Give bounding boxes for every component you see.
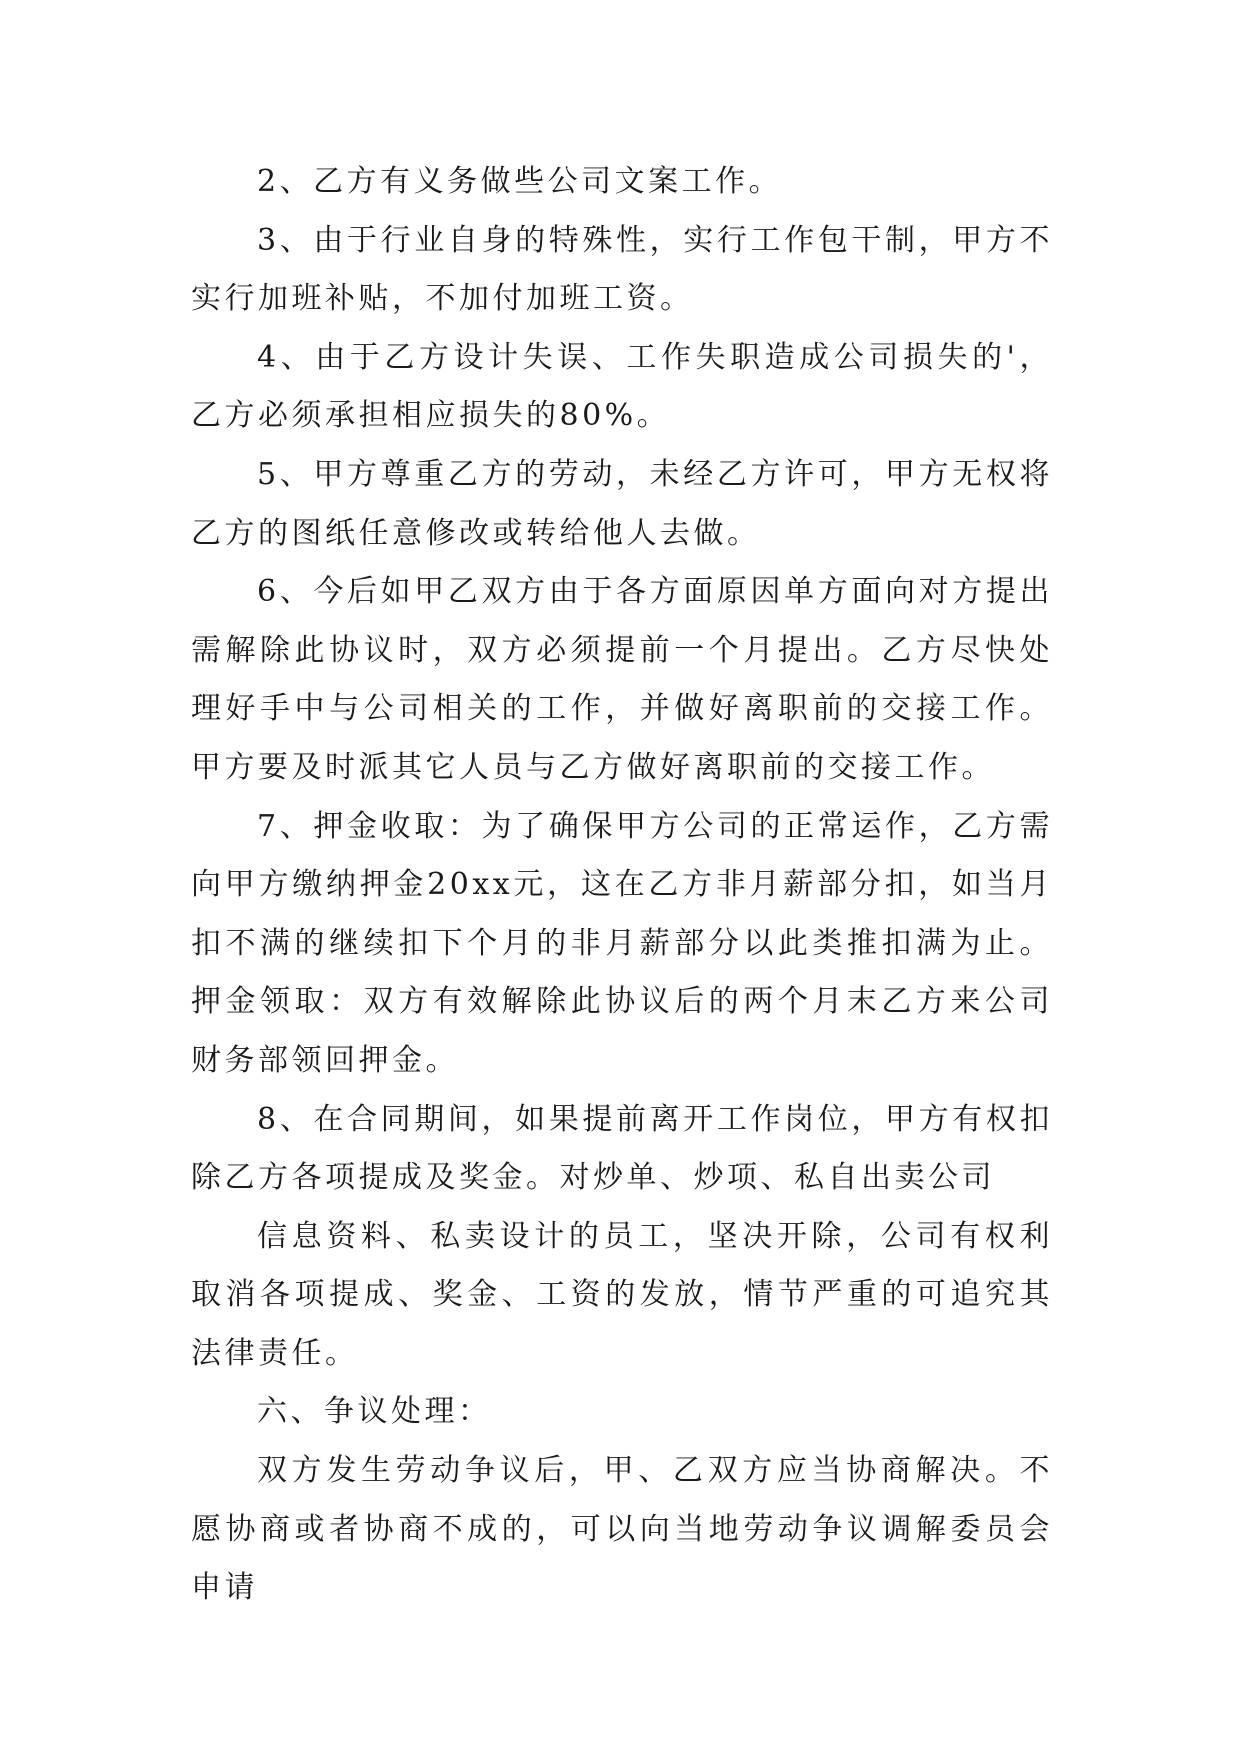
- paragraph-clause-8-continued: 信息资料、私卖设计的员工，坚决开除，公司有权利取消各项提成、奖金、工资的发放，情节严重的可追究其法律责任。: [191, 1218, 1053, 1371]
- paragraph-clause-6: 6、今后如甲乙双方由于各方面原因单方面向对方提出需解除此协议时，双方必须提前一个月提出。乙方尽快处理好手中与公司相关的工作，并做好离职前的交接工作。甲方要及时派其它人员与乙方做好离职前的交接工作。: [191, 574, 1053, 785]
- paragraph-clause-7: 7、押金收取：为了确保甲方公司的正常运作，乙方需向甲方缴纳押金20xx元，这在乙方非月薪部分扣，如当月扣不满的继续扣下个月的非月薪部分以此类推扣满为止。押金领取：双方有效解除此协议后的两个月末乙方来公司财务部领回押金。: [191, 808, 1053, 1078]
- paragraph-clause-8: 8、在合同期间，如果提前离开工作岗位，甲方有权扣除乙方各项提成及奖金。对炒单、炒项、私自出卖公司: [191, 1101, 1053, 1196]
- section-heading-dispute: 六、争议处理：: [257, 1394, 492, 1430]
- paragraph-clause-2: 2、乙方有义务做些公司文案工作。: [257, 164, 783, 199]
- document-body: [191, 153, 1053, 1618]
- paragraph-clause-5: 5、甲方尊重乙方的劳动，未经乙方许可，甲方无权将乙方的图纸任意修改或转给他人去做。: [191, 456, 1053, 551]
- paragraph-dispute-resolution: 双方发生劳动争议后，甲、乙双方应当协商解决。不愿协商或者协商不成的，可以向当地劳动争议调解委员会申请: [191, 1453, 1053, 1606]
- paragraph-clause-4: 4、由于乙方设计失误、工作失职造成公司损失的'，乙方必须承担相应损失的80%。: [191, 339, 1053, 434]
- paragraph-clause-3: 3、由于行业自身的特殊性，实行工作包干制，甲方不实行加班补贴，不加付加班工资。: [191, 222, 1053, 317]
